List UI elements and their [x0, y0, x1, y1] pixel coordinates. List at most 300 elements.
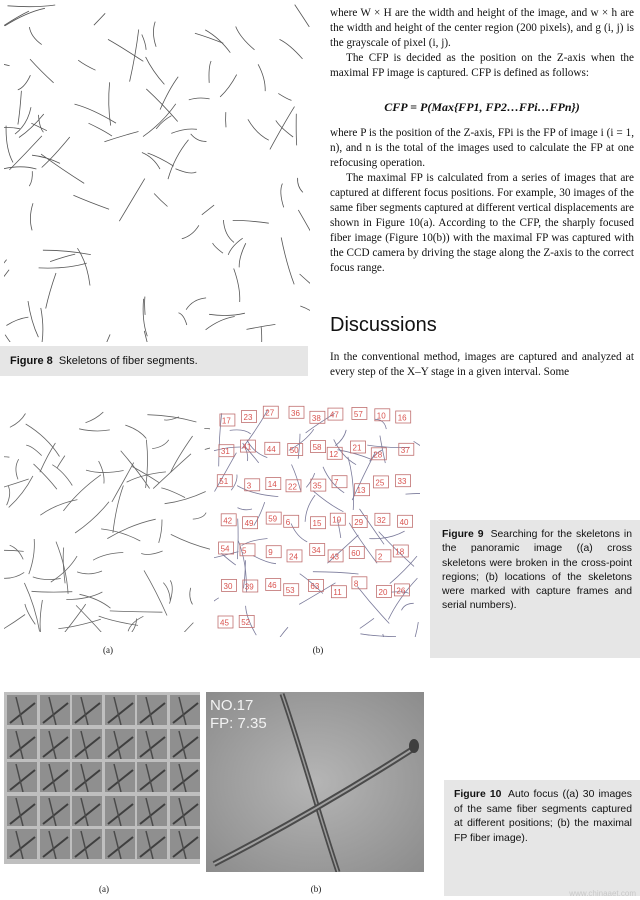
capture-frame	[328, 408, 343, 420]
skeleton-line	[4, 572, 24, 578]
skeleton-line	[18, 91, 22, 125]
skeleton-line	[142, 35, 146, 50]
capture-frame-number: 35	[312, 481, 322, 491]
skeleton-line	[313, 572, 359, 574]
skeleton-line	[402, 603, 414, 610]
skeleton-line	[205, 448, 210, 451]
capture-frame-number: 46	[267, 581, 277, 590]
capture-frame-number: 23	[243, 413, 253, 422]
figure10a-thumbnail-grid	[4, 692, 200, 864]
capture-frame	[240, 544, 255, 556]
capture-frame-number: 3	[246, 481, 252, 491]
skeleton-line	[86, 470, 124, 472]
skeleton-line	[8, 5, 56, 7]
focus-thumbnail	[137, 762, 167, 792]
capture-frame-number: 11	[333, 588, 342, 598]
capture-frame-number: 40	[399, 517, 409, 527]
skeleton-line	[46, 273, 56, 309]
skeleton-line	[110, 611, 163, 612]
capture-frame	[266, 546, 281, 558]
skeleton-line	[41, 308, 43, 342]
capture-frame-number: 32	[376, 515, 386, 525]
capture-frame-number: 18	[395, 547, 405, 557]
capture-frame	[399, 443, 414, 455]
skeleton-line	[238, 508, 253, 510]
figure8-caption-text: Skeletons of fiber segments.	[58, 355, 198, 367]
focus-thumbnail	[137, 796, 167, 826]
skeleton-line	[146, 440, 148, 488]
capture-frame-number: 15	[312, 519, 322, 529]
skeleton-line	[171, 129, 197, 133]
figure9a-image	[4, 410, 210, 632]
capture-frame-number: 63	[310, 581, 320, 591]
focus-thumbnail	[105, 829, 135, 859]
capture-frame-number: 29	[354, 518, 364, 528]
capture-frame-number: 42	[223, 516, 233, 526]
focus-thumbnail	[105, 796, 135, 826]
capture-frame-number: 39	[244, 582, 254, 592]
skeleton-line	[94, 334, 110, 342]
skeleton-line	[161, 488, 185, 498]
skeleton-line	[32, 591, 73, 592]
skeleton-line	[144, 570, 167, 615]
skeleton-line	[281, 184, 284, 208]
capture-frame	[393, 545, 408, 557]
skeleton-line	[182, 225, 199, 239]
skeleton-line	[79, 429, 110, 431]
skeleton-line	[193, 513, 206, 520]
capture-frame-number: 52	[241, 617, 251, 627]
figure9-caption	[430, 520, 640, 658]
skeleton-line	[24, 583, 39, 632]
capture-frame	[375, 513, 390, 525]
skeleton-line	[278, 93, 291, 100]
skeleton-line	[10, 545, 24, 559]
skeleton-line	[236, 27, 255, 50]
skeleton-line	[6, 126, 13, 163]
skeleton-line	[108, 39, 143, 61]
skeleton-line	[4, 260, 7, 284]
figure10b-focused-image	[206, 692, 424, 872]
skeleton-line	[298, 178, 303, 193]
skeleton-line	[119, 179, 145, 222]
paragraph-2: The CFP is decided as the position on the Z-axis when the maximal FP image is captured. CFP is defined as follows:	[330, 52, 634, 79]
skeleton-line	[280, 39, 303, 59]
skeleton-line	[360, 634, 396, 637]
skeleton-line	[261, 326, 262, 342]
capture-frame-number: 20	[378, 587, 388, 597]
skeleton-line	[360, 618, 374, 628]
skeleton-line	[4, 270, 9, 295]
skeleton-line	[56, 542, 68, 594]
capture-frame	[328, 550, 343, 562]
capture-frame	[330, 513, 345, 525]
skeleton-line	[132, 467, 159, 483]
capture-frame	[375, 409, 390, 421]
capture-frame-number: 38	[311, 413, 321, 423]
skeleton-line	[4, 550, 24, 554]
skeleton-line	[5, 335, 33, 342]
capture-frame-number: 13	[356, 486, 366, 496]
focus-thumbnail	[40, 695, 70, 725]
skeleton-line	[40, 600, 42, 632]
capture-frame	[219, 445, 234, 457]
skeleton-line	[242, 539, 268, 546]
capture-frame	[311, 479, 326, 491]
focus-thumbnail	[137, 695, 167, 725]
figure8-caption	[0, 346, 308, 376]
capture-frame	[266, 478, 281, 490]
capture-frame-number: 22	[288, 482, 297, 492]
figure9-sub-a: (a)	[103, 645, 113, 655]
watermark: www.chinaaet.com	[569, 889, 636, 898]
focus-thumbnail	[40, 762, 70, 792]
skeleton-line	[223, 220, 234, 242]
capture-frame-number: 21	[352, 443, 362, 453]
skeleton-line	[295, 5, 310, 27]
capture-frame	[396, 475, 411, 487]
skeleton-line	[190, 588, 193, 605]
skeleton-line	[335, 430, 346, 446]
skeleton-line	[171, 534, 210, 551]
focus-thumbnail	[170, 762, 200, 792]
capture-frame-number: 8	[353, 579, 359, 589]
skeleton-line	[125, 425, 146, 438]
capture-frame-number: 2	[377, 552, 383, 562]
skeleton-line	[113, 486, 124, 533]
skeleton-line	[369, 531, 404, 539]
capture-frame-number: 19	[332, 515, 342, 525]
focus-thumbnail	[105, 695, 135, 725]
capture-frame-number: 60	[351, 549, 361, 559]
skeleton-line	[186, 298, 206, 310]
capture-frame	[263, 406, 278, 418]
capture-frame	[373, 476, 388, 488]
skeleton-line	[228, 238, 243, 255]
skeleton-line	[10, 414, 26, 428]
capture-frame-number: 44	[266, 444, 276, 454]
focus-thumbnail	[72, 762, 102, 792]
capture-frame	[220, 414, 235, 426]
capture-frame-number: 30	[223, 581, 233, 591]
skeleton-line	[209, 61, 211, 83]
capture-frame	[311, 441, 326, 453]
capture-frame-number: 27	[265, 408, 275, 418]
skeleton-line	[148, 153, 174, 166]
paragraph-3: where P is the position of the Z-axis, FPi is the FP of image i (i = 1, n), and n is the total of the images used to calculate the FP at one refocusing operation.	[330, 127, 634, 169]
skeleton-line	[75, 502, 109, 533]
skeleton-line	[29, 171, 32, 186]
figure9b-image	[214, 405, 420, 637]
focus-thumbnail	[7, 829, 37, 859]
skeleton-line	[152, 440, 169, 449]
focus-thumbnail	[170, 829, 200, 859]
skeleton-line	[26, 445, 42, 456]
skeleton-line	[156, 116, 171, 129]
capture-frame-number: 12	[329, 449, 339, 459]
focus-thumbnail	[72, 796, 102, 826]
capture-frame-number: 31	[220, 447, 230, 457]
skeleton-line	[298, 210, 310, 234]
focus-thumbnail	[170, 729, 200, 759]
skeleton-line	[4, 11, 29, 29]
figure10b-overlay-no: NO.17	[210, 697, 254, 714]
skeleton-line	[300, 306, 310, 318]
capture-frame-number: 49	[244, 519, 254, 529]
skeleton-line	[406, 493, 421, 494]
skeleton-line	[191, 134, 207, 142]
figure10b-overlay-fp: FP: 7.35	[210, 715, 267, 732]
skeleton-line	[206, 317, 235, 330]
skeleton-line	[57, 456, 65, 468]
capture-frame	[351, 441, 366, 453]
capture-frame	[245, 479, 260, 491]
skeleton-line	[4, 457, 9, 461]
skeleton-line	[159, 520, 162, 543]
skeleton-line	[189, 98, 210, 100]
skeleton-line	[143, 299, 147, 336]
skeleton-line	[153, 454, 191, 489]
skeleton-line	[145, 297, 146, 315]
skeleton-line	[30, 203, 33, 230]
skeleton-line	[165, 492, 206, 504]
skeleton-line	[296, 114, 297, 146]
capture-frame	[352, 407, 367, 419]
capture-frame	[266, 579, 281, 591]
skeleton-line	[26, 424, 60, 457]
capture-frame-number: 26	[396, 586, 406, 596]
focus-thumbnail	[40, 729, 70, 759]
capture-frame-number: 17	[221, 416, 231, 426]
skeleton-line	[146, 57, 165, 85]
capture-frame-number: 9	[268, 548, 273, 558]
skeleton-line	[4, 479, 29, 489]
skeleton-line	[390, 556, 417, 584]
skeleton-line	[270, 107, 295, 150]
capture-frame-number: 50	[289, 446, 299, 455]
paragraph-1: where W × H are the width and height of the image, and w × h are the width and height of the center region (200 pixels), and g (i, j) is the grayscale of pixel (i, j).	[330, 7, 634, 49]
capture-frame-number: 14	[267, 480, 277, 490]
capture-frame-number: 7	[334, 478, 339, 488]
capture-frame-number: 47	[329, 410, 339, 420]
focus-thumbnail	[105, 762, 135, 792]
skeleton-line	[7, 486, 10, 506]
capture-frame	[239, 615, 254, 627]
capture-frame	[284, 584, 299, 596]
skeleton-line	[179, 313, 187, 325]
skeleton-line	[40, 500, 77, 516]
skeleton-line	[348, 457, 354, 510]
skeleton-line	[248, 119, 269, 140]
skeleton-line	[313, 491, 344, 512]
skeleton-line	[94, 13, 105, 25]
capture-frame	[219, 542, 234, 554]
capture-frame	[265, 442, 280, 454]
capture-frame	[376, 550, 391, 562]
skeleton-line	[202, 205, 214, 215]
capture-frame	[266, 512, 281, 524]
capture-frame-number: 6	[285, 517, 291, 527]
skeleton-line	[143, 104, 176, 137]
skeleton-line	[237, 519, 238, 560]
capture-frame	[286, 480, 301, 492]
skeleton-line	[181, 623, 193, 632]
capture-frame	[243, 580, 258, 592]
focus-thumbnail	[40, 829, 70, 859]
focus-thumbnail	[137, 829, 167, 859]
skeleton-line	[271, 627, 288, 637]
capture-frame	[377, 585, 392, 597]
right-column-text-2	[330, 126, 634, 276]
skeleton-line	[34, 464, 57, 489]
capture-frame	[355, 484, 370, 496]
skeleton-line	[209, 313, 245, 315]
capture-frame	[218, 616, 233, 628]
capture-frame-number: 34	[311, 546, 321, 555]
skeleton-line	[4, 615, 25, 633]
capture-frame-number: 58	[312, 443, 322, 453]
capture-frame-number: 25	[375, 478, 385, 488]
focus-thumbnail	[7, 695, 37, 725]
skeleton-line	[18, 75, 31, 90]
focus-thumbnail	[170, 796, 200, 826]
skeleton-line	[213, 243, 223, 253]
skeleton-line	[101, 529, 140, 541]
capture-frame	[331, 586, 346, 598]
capture-frame-number: 33	[397, 477, 407, 487]
capture-frame	[240, 440, 255, 452]
focus-thumbnail	[72, 695, 102, 725]
skeleton-line	[141, 551, 162, 554]
capture-frame-number: 51	[219, 477, 229, 487]
capture-frame-number: 45	[220, 618, 229, 628]
paragraph-4: The maximal FP is calculated from a series of images that are captured at different focus positions. For example, 30 images of the same fiber segments captured at different vertical displacements are shown in Figure 10(a). According to the CFP, the sharply focused fiber image (Figure 10(b)) with the maximal FP was captured with the CCD camera by driving the stage along the Z-axis to the correct focus range.	[330, 172, 634, 274]
figure8-skeleton-image	[4, 4, 310, 342]
skeleton-line	[30, 59, 54, 83]
capture-frame	[217, 475, 232, 487]
skeleton-line	[9, 476, 33, 508]
skeleton-line	[39, 263, 87, 268]
skeleton-line	[171, 436, 193, 472]
skeleton-line	[6, 317, 28, 325]
capture-frame-number: 24	[289, 552, 298, 562]
capture-frame	[221, 514, 236, 526]
capture-frame	[398, 515, 413, 527]
focus-thumbnail	[170, 695, 200, 725]
skeleton-line	[388, 578, 417, 619]
figure9-caption-text: Searching for the skeletons in the panoramic image ((a) cross skeletons were broken in the cross-point regions; (b) locations of the skeletons were marked with capture frames and serial numbers).	[442, 529, 633, 612]
skeleton-line	[112, 463, 134, 502]
skeleton-line	[281, 238, 294, 285]
skeleton-line	[9, 136, 42, 170]
capture-frame-number: 57	[353, 409, 363, 419]
capture-frame	[310, 544, 325, 556]
focus-thumbnail	[40, 796, 70, 826]
capture-frame-number: 28	[373, 450, 383, 460]
capture-frame	[288, 444, 303, 456]
skeleton-line	[154, 194, 167, 207]
skeleton-line	[31, 123, 47, 131]
skeleton-line	[104, 132, 138, 142]
discussions-heading: Discussions	[330, 314, 437, 336]
skeleton-line	[176, 169, 197, 173]
skeleton-line	[230, 430, 251, 434]
capture-frame-number: 41	[242, 442, 252, 452]
figure8-label: Figure 8	[10, 355, 53, 367]
right-column-text	[330, 6, 634, 81]
focus-thumbnail	[105, 729, 135, 759]
figure10-sub-b: (b)	[310, 884, 322, 894]
capture-frame	[349, 547, 364, 559]
skeleton-line	[77, 571, 102, 574]
capture-frame-number: 54	[220, 544, 230, 554]
skeleton-line	[52, 465, 72, 486]
skeleton-line	[76, 605, 106, 632]
skeleton-line	[16, 459, 19, 479]
skeleton-line	[42, 137, 70, 168]
skeleton-line	[73, 195, 109, 209]
capture-frame-number: 36	[291, 408, 300, 418]
skeleton-line	[43, 250, 91, 254]
capture-frame-number: 37	[400, 445, 410, 455]
focus-thumbnail	[72, 829, 102, 859]
skeleton-line	[153, 22, 156, 47]
skeleton-line	[414, 441, 420, 461]
skeleton-line	[4, 63, 10, 66]
focus-thumbnail	[72, 729, 102, 759]
capture-frame	[352, 577, 367, 589]
capture-frame-number: 10	[376, 411, 386, 421]
skeleton-line	[195, 33, 223, 43]
focus-thumbnail	[7, 729, 37, 759]
skeleton-line	[4, 167, 36, 169]
discussions-text: In the conventional method, images are captured and analyzed at every step of the X–Y stage in a given interval. Some	[330, 351, 634, 378]
capture-frame-number: 16	[397, 413, 407, 423]
skeleton-line	[32, 155, 60, 163]
figure9-sub-b: (b)	[312, 645, 324, 655]
figure10-caption	[444, 780, 640, 896]
capture-frame-number: 43	[330, 552, 340, 562]
skeleton-line	[220, 75, 237, 97]
capture-frame	[287, 550, 302, 562]
skeleton-line	[142, 153, 160, 170]
focus-thumbnail	[7, 796, 37, 826]
capture-frame	[284, 515, 299, 527]
skeleton-line	[254, 502, 265, 525]
skeleton-line	[86, 412, 104, 423]
capture-frame	[242, 411, 257, 423]
skeleton-line	[121, 451, 150, 489]
focus-thumbnail	[7, 762, 37, 792]
capture-frame	[332, 476, 347, 488]
skeleton-line	[28, 301, 38, 337]
skeleton-line	[258, 64, 265, 91]
capture-frame	[311, 517, 326, 529]
figure10-caption-text: Auto focus ((a) 30 images of the same fiber segments captured at different positions; (b) the maximal FP fiber image).	[454, 789, 632, 844]
capture-frame-number: 5	[242, 546, 247, 556]
capture-frame	[308, 579, 323, 591]
skeleton-line	[164, 417, 179, 420]
capture-frame	[396, 411, 411, 423]
skeleton-line	[291, 524, 307, 542]
skeleton-line	[214, 598, 219, 616]
skeleton-line	[234, 269, 240, 303]
capture-frame-number: 59	[268, 514, 278, 524]
figure10-sub-a: (a)	[99, 884, 109, 894]
capture-frame-number: 53	[285, 586, 295, 596]
skeleton-line	[5, 8, 45, 26]
skeleton-line	[89, 123, 113, 136]
